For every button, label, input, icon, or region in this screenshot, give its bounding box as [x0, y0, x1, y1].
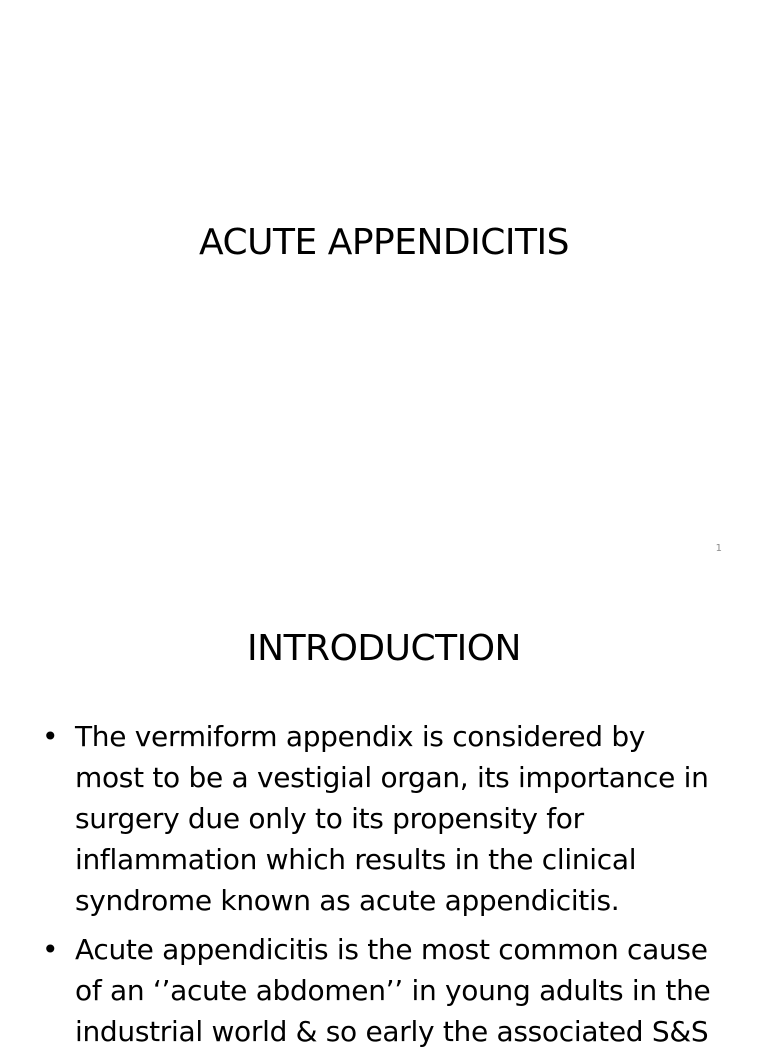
bullet-text: Acute appendicitis is the most common cause of an ‘’acute abdomen’’ in young adults in the industrial world & so early the associated S&S — [75, 933, 711, 1048]
bullet-icon: • — [42, 933, 59, 966]
bullet-text: The vermiform appendix is considered by most to be a vestigial organ, its importance in surgery due only to its propensity for inflammation which results in the clinical syndrome known as acute appendicitis. — [75, 720, 709, 917]
slide-number: 1 — [715, 543, 722, 554]
bullet-icon: • — [42, 720, 59, 753]
slide-title: INTRODUCTION — [247, 628, 521, 669]
bullet-item — [42, 716, 722, 921]
bullet-list — [42, 716, 722, 1060]
bullet-item — [42, 929, 722, 1052]
slide-title: ACUTE APPENDICITIS — [199, 222, 569, 263]
slide-2 — [0, 576, 768, 1048]
